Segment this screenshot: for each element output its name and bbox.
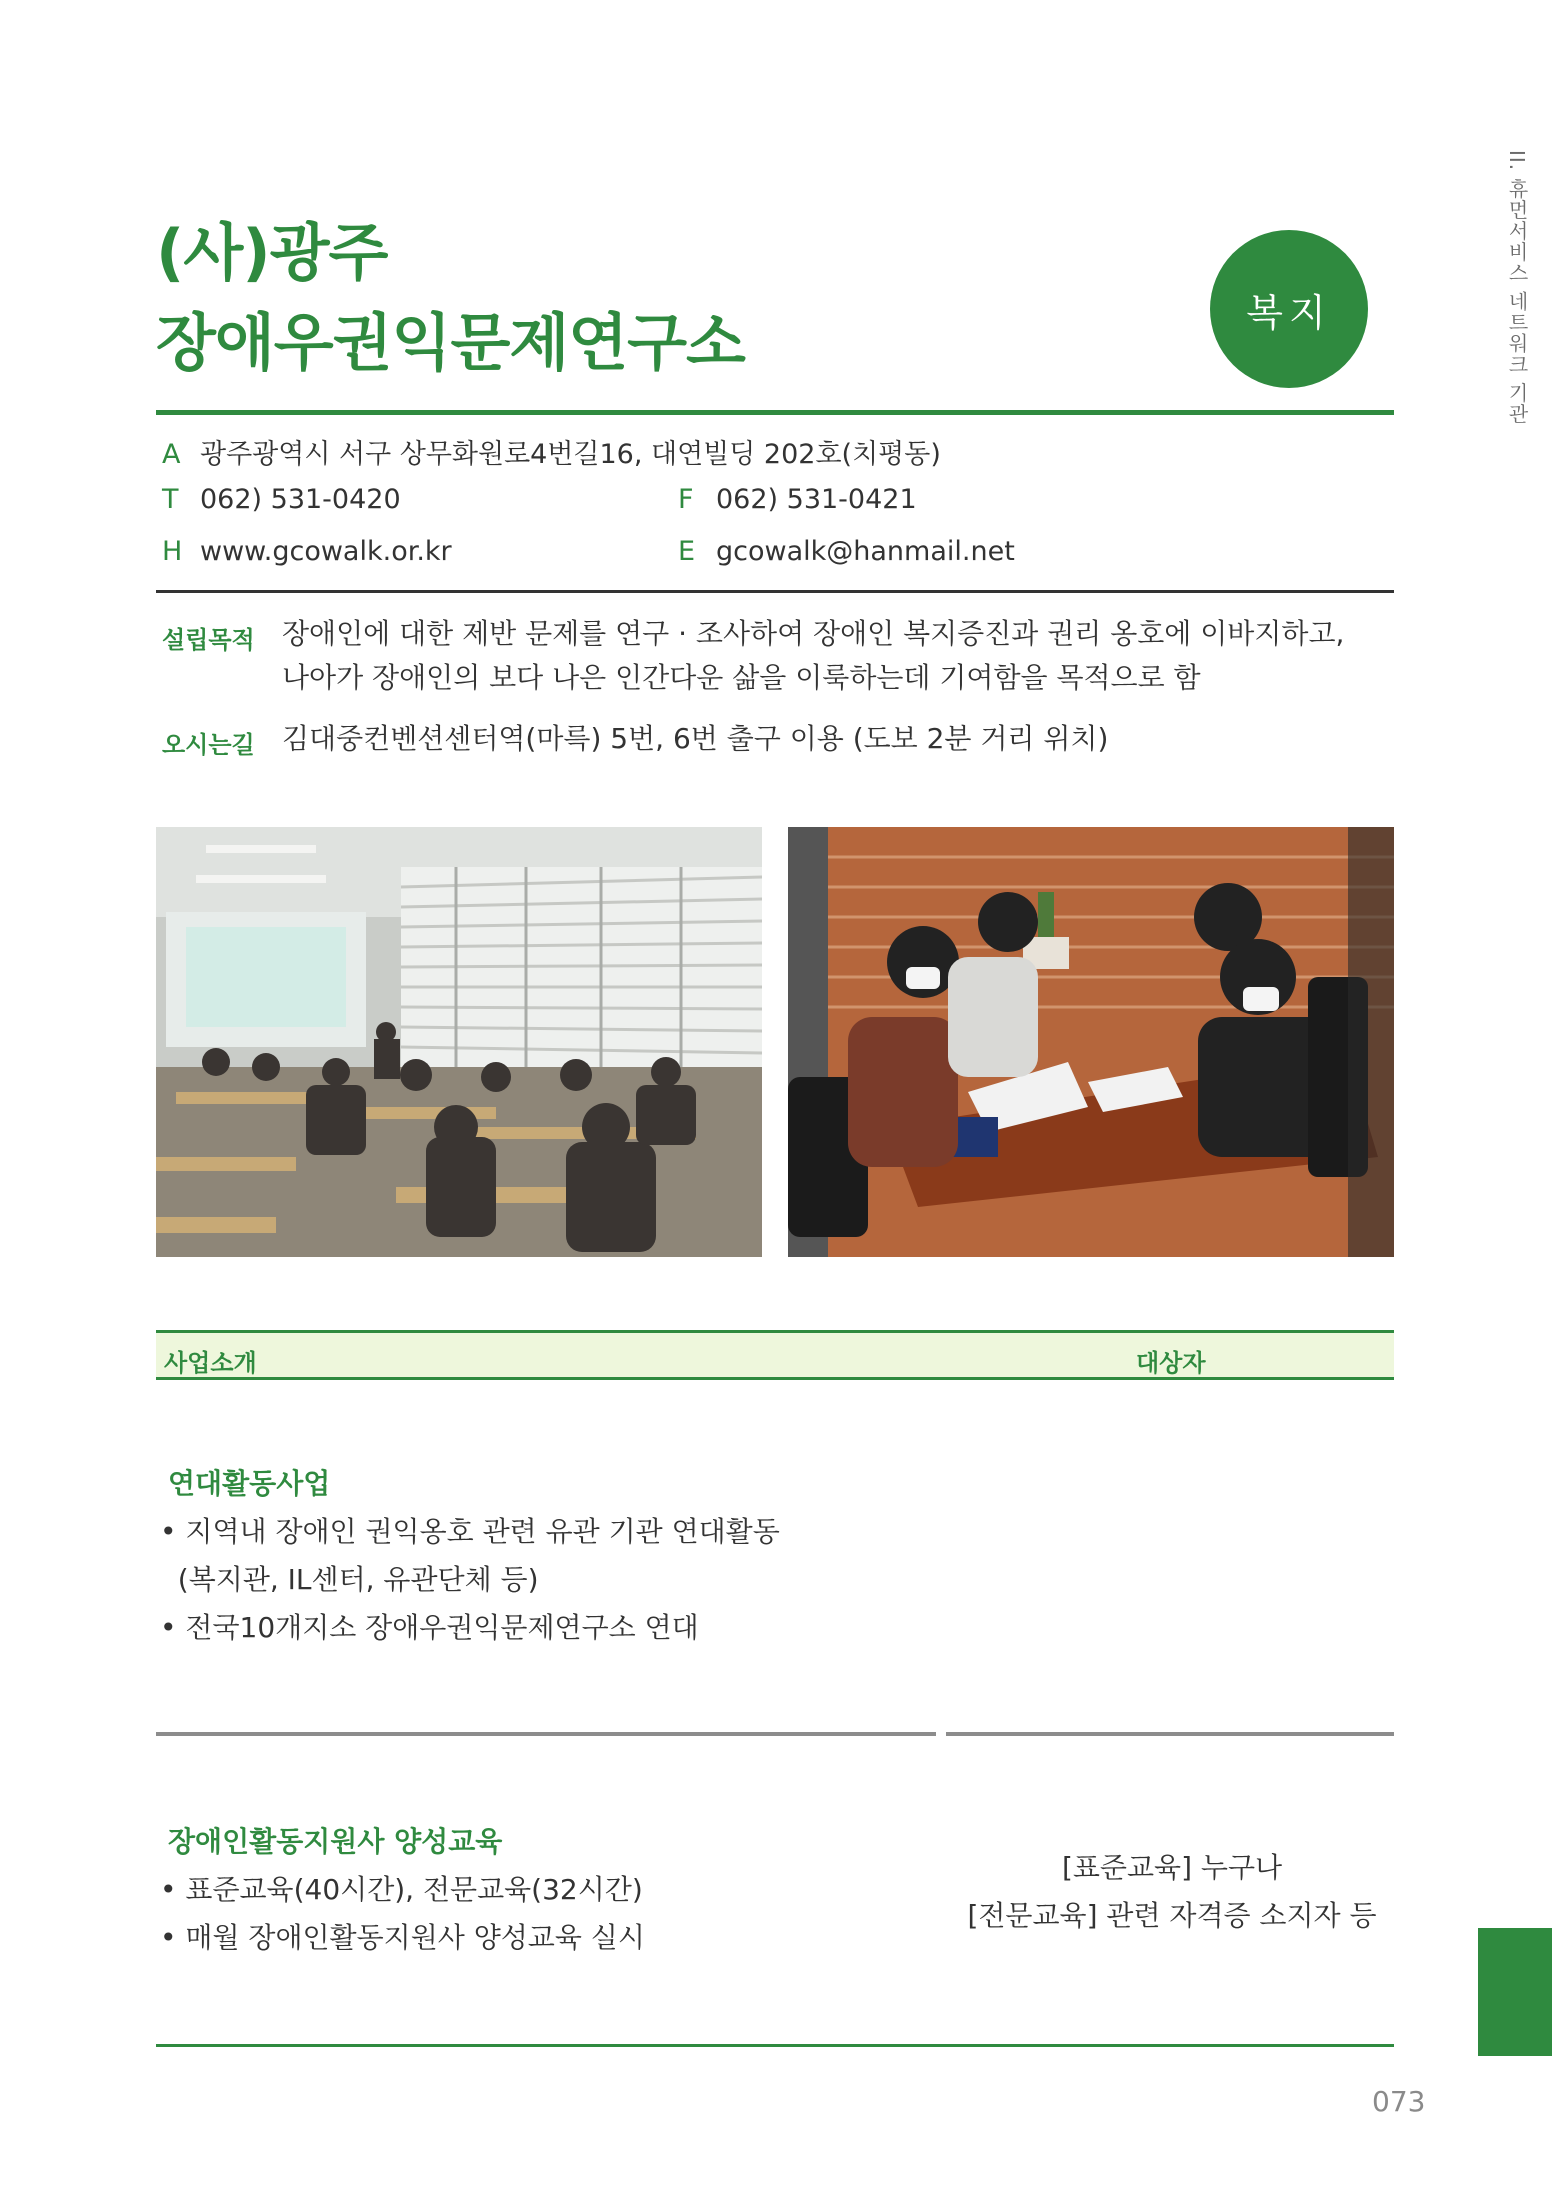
lecture-photo [156, 827, 762, 1257]
email-row [678, 536, 1015, 567]
directions-text: 김대중컨벤션센터역(마륵) 5번, 6번 출구 이용 (도보 2분 거리 위치) [282, 722, 1109, 755]
homepage-row [162, 536, 452, 567]
section-side-label: II. 휴먼서비스 네트워크 기관 [1505, 150, 1529, 425]
column-program: 사업소개 [164, 1349, 257, 1377]
program-2-target [950, 1844, 1394, 1940]
program-2-title: 장애인활동지원사 양성교육 [168, 1825, 503, 1858]
tel-row [162, 484, 401, 515]
directions-label: 오시는길 [162, 731, 255, 759]
chapter-tab [1478, 1928, 1552, 2056]
table-bottom-rule [156, 2044, 1394, 2047]
purpose-line-1: 장애인에 대한 제반 문제를 연구 · 조사하여 장애인 복지증진과 권리 옹호에 이바지하고, [282, 617, 1345, 650]
email-link[interactable]: gcowalk@hanmail.net [716, 536, 1015, 567]
contact-divider [156, 590, 1394, 593]
purpose-text [282, 612, 1344, 700]
meeting-photo [788, 827, 1394, 1257]
title-line-2: 장애우권익문제연구소 [156, 306, 745, 379]
program-1-item-1: • 지역내 장애인 권익옹호 관련 유관 기관 연대활동 [160, 1515, 780, 1548]
homepage-link[interactable]: www.gcowalk.or.kr [200, 536, 452, 567]
email-key: E [678, 536, 696, 567]
fax-text: 062) 531-0421 [716, 484, 917, 515]
program-1-item-3: • 전국10개지소 장애우권익문제연구소 연대 [160, 1611, 699, 1644]
purpose-label: 설립목적 [162, 626, 255, 654]
category-badge: 복지 [1210, 230, 1368, 388]
fax-key: F [678, 484, 694, 515]
purpose-line-2: 나아가 장애인의 보다 나은 인간다운 삶을 이룩하는데 기여함을 목적으로 함 [282, 661, 1201, 694]
program-2-item-1: • 표준교육(40시간), 전문교육(32시간) [160, 1873, 643, 1906]
program-1-item-2: (복지관, IL센터, 유관단체 등) [160, 1563, 539, 1596]
program-2-target-line-1: [표준교육] 누구나 [1061, 1851, 1283, 1884]
homepage-key: H [162, 536, 183, 567]
address-text: 광주광역시 서구 상무화원로4번길16, 대연빌딩 202호(치평동) [200, 439, 941, 470]
program-2-item-2: • 매월 장애인활동지원사 양성교육 실시 [160, 1921, 645, 1954]
program-divider-right [946, 1732, 1394, 1736]
page-number: 073 [1372, 2085, 1426, 2118]
organization-title [156, 208, 745, 388]
title-line-1: (사)광주 [156, 216, 388, 289]
tel-text: 062) 531-0420 [200, 484, 401, 515]
column-target: 대상자 [1136, 1349, 1206, 1377]
program-divider-left [156, 1732, 936, 1736]
title-divider [156, 410, 1394, 415]
fax-row [678, 484, 917, 515]
program-2-target-line-2: [전문교육] 관련 자격증 소지자 등 [967, 1899, 1377, 1932]
program-table-header [156, 1330, 1394, 1380]
address-key: A [162, 439, 181, 470]
address-row [162, 432, 941, 471]
tel-key: T [162, 484, 179, 515]
program-1-title: 연대활동사업 [168, 1467, 331, 1500]
